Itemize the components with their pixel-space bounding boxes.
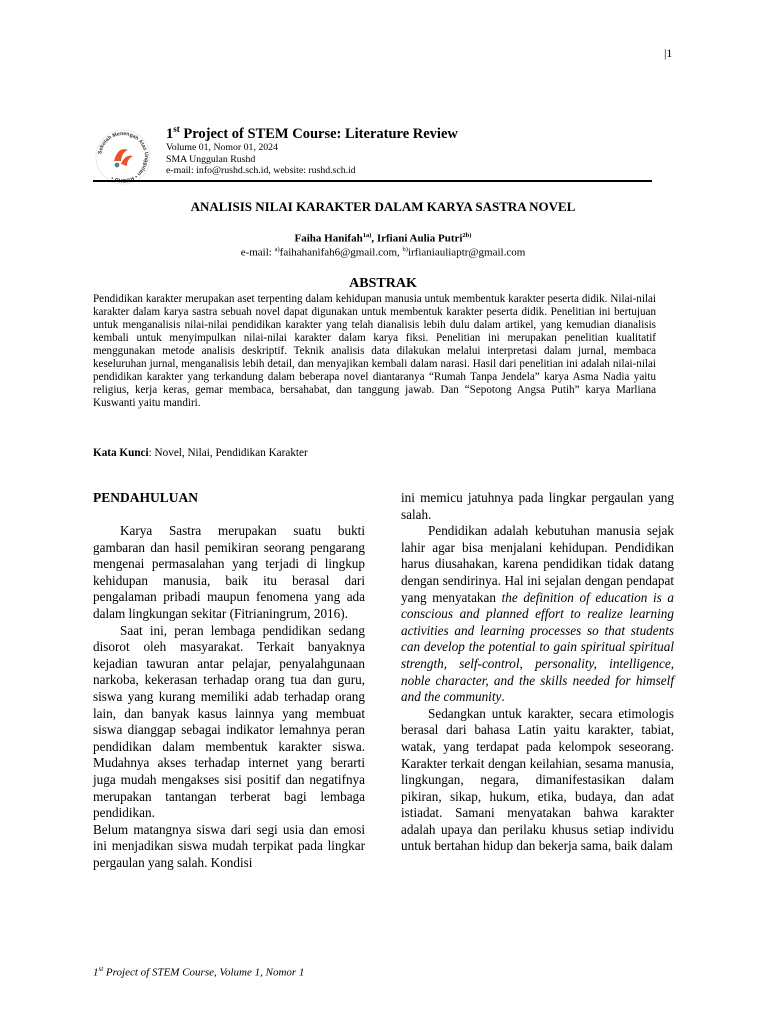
journal-title: 1st Project of STEM Course: Literature Review bbox=[166, 124, 458, 142]
abstract-body: Pendidikan karakter merupakan aset terpenting dalam kehidupan manusia untuk membentuk karakter peserta didik. Nilai-nilai karakter dalam karya sastra sebuah novel dapat digunakan untuk membentuk karakter peserta didik. Penelitian ini bertujuan untuk menganalisis nilai-nilai pendidikan karakter yang telah dianalisis lebih dulu dalam artikel, yang kemudian dianalisis kembali untuk menyimpulkan nilai-nilai karakter dalam karya fiksi. Penelitian ini merupakan penelitian kualitatif menggunakan metode analisis deskriptif. Teknik analisis data dilakukan melalui interpretasi dalam jurnal, membaca keseluruhan jurnal, menganalisis lebih detail, dan menyajikan kembali dalam narasi. Hasil dari penelitian ini adalah nilai-nilai pendidikan karakter yang terkandung dalam beberapa novel diantaranya “Rumah Tanpa Jendela” karya Asma Nadia yaitu religius, kerja keras, gemar membaca, bersahabat, dan tanggung jawab. Dan “Sepotong Angsa Putih” karya Marliana Kuswanti yaitu mandiri. bbox=[93, 293, 656, 409]
keywords-label: Kata Kunci bbox=[93, 447, 149, 459]
page-number: |1 bbox=[664, 46, 673, 60]
journal-meta bbox=[166, 142, 356, 177]
paragraph: Belum matangnya siswa dari segi usia dan emosi ini menjadikan siswa mudah terpikat pada lingkar pergaulan yang salah. Kondisi bbox=[93, 821, 365, 870]
section-heading-pendahuluan: PENDAHULUAN bbox=[93, 490, 199, 505]
keywords-list: : Novel, Nilai, Pendidikan Karakter bbox=[148, 447, 308, 459]
paragraph: ini memicu jatuhnya pada lingkar pergaulan yang salah. bbox=[401, 490, 674, 522]
left-column bbox=[93, 523, 365, 871]
page-footer: 1st Project of STEM Course, Volume 1, Nomor 1 bbox=[93, 965, 305, 979]
paragraph: Pendidikan adalah kebutuhan manusia sejak lahir agar bisa menjalani kehidupan. Pendidikan harus diusahakan, karena pendidikan tidak datang dengan sendirinya. Hal ini sejalan dengan pendapat yang menyatakan the definition of education is a conscious and planned effort to realize learning activities and learning processes so that students can develop the potential to gain spiritual spiritual strength, self-control, personality, intelligence, noble character, and the skills needed for himself and the community. bbox=[401, 523, 674, 705]
author-line: Faiha Hanifah$^{1a)}$, Irfiani Aulia Putri$^{2b)}$ bbox=[294, 232, 472, 245]
paragraph: Sedangkan untuk karakter, secara etimologis berasal dari bahasa Latin yaitu karakter, tabiat, watak, yang terdapat pada kelompok seseorang. Karakter terkait dengan keilahian, sesama manusia, lingkungan, negara, dimanifestasikan dalam pikiran, sikap, hukum, etika, budaya, dan adat istiadat. Samani menyatakan bahwa karakter adalah upaya dan perilaku khusus setiap individu untuk bertahan hidup dan bekerja sama, baik dalam bbox=[401, 705, 674, 854]
quoted-definition: the definition of education is a conscious and planned effort to realize learning activities and learning processes so that students can develop the potential to gain spiritual spiritual strength, self-control, personality, intelligence, noble character, and the skills needed for himself and the community bbox=[401, 589, 674, 705]
journal-contact: e-mail: info@rushd.sch.id, website: rushd.sch.id bbox=[166, 165, 356, 176]
school-seal-logo bbox=[94, 128, 152, 186]
article-title: ANALISIS NILAI KARAKTER DALAM KARYA SASTRA NOVEL bbox=[190, 199, 576, 214]
header-divider bbox=[93, 180, 652, 182]
right-column bbox=[401, 490, 674, 855]
logo-ring-text: Sekolah Menengah Atas Unggulan • RUSHD • bbox=[97, 130, 150, 184]
paragraph: Karya Sastra merupakan suatu bukti gambaran dan hasil pemikiran seorang pengarang mengenai permasalahan yang terjadi di lingkup kehidupan manusia, baik itu berasal dari pengalaman pribadi maupun fenomena yang ada dalam lingkungan sekitar (Fitrianingrum, 2016). bbox=[93, 523, 365, 621]
abstract-heading: ABSTRAK bbox=[349, 276, 417, 291]
author-emails: e-mail: $^{a)}$faihahanifah6@gmail.com, $^{b)}$irfianiauliaptr@gmail.com bbox=[240, 246, 526, 259]
keywords bbox=[93, 447, 308, 459]
journal-institution: SMA Unggulan Rushd bbox=[166, 153, 256, 165]
paragraph: Saat ini, peran lembaga pendidikan sedang disorot oleh masyarakat. Terkait banyaknya kejadian tawuran antar pelajar, penyalahgunaan narkoba, kekerasan terhadap orang tua dan guru, siswa yang kurang memiliki adab terhadap orang lain, dan banyak kasus lainnya yang membuat siswa dianggap sebagai indikator lemahnya peran pendidikan dalam membentuk karakter siswa. Mudahnya akses terhadap internet yang berarti juga mudah mengakses sisi positif dan negatifnya merupakan tantangan terberat bagi lembaga pendidikan. bbox=[93, 622, 365, 821]
journal-volume: Volume 01, Nomor 01, 2024 bbox=[166, 142, 278, 153]
